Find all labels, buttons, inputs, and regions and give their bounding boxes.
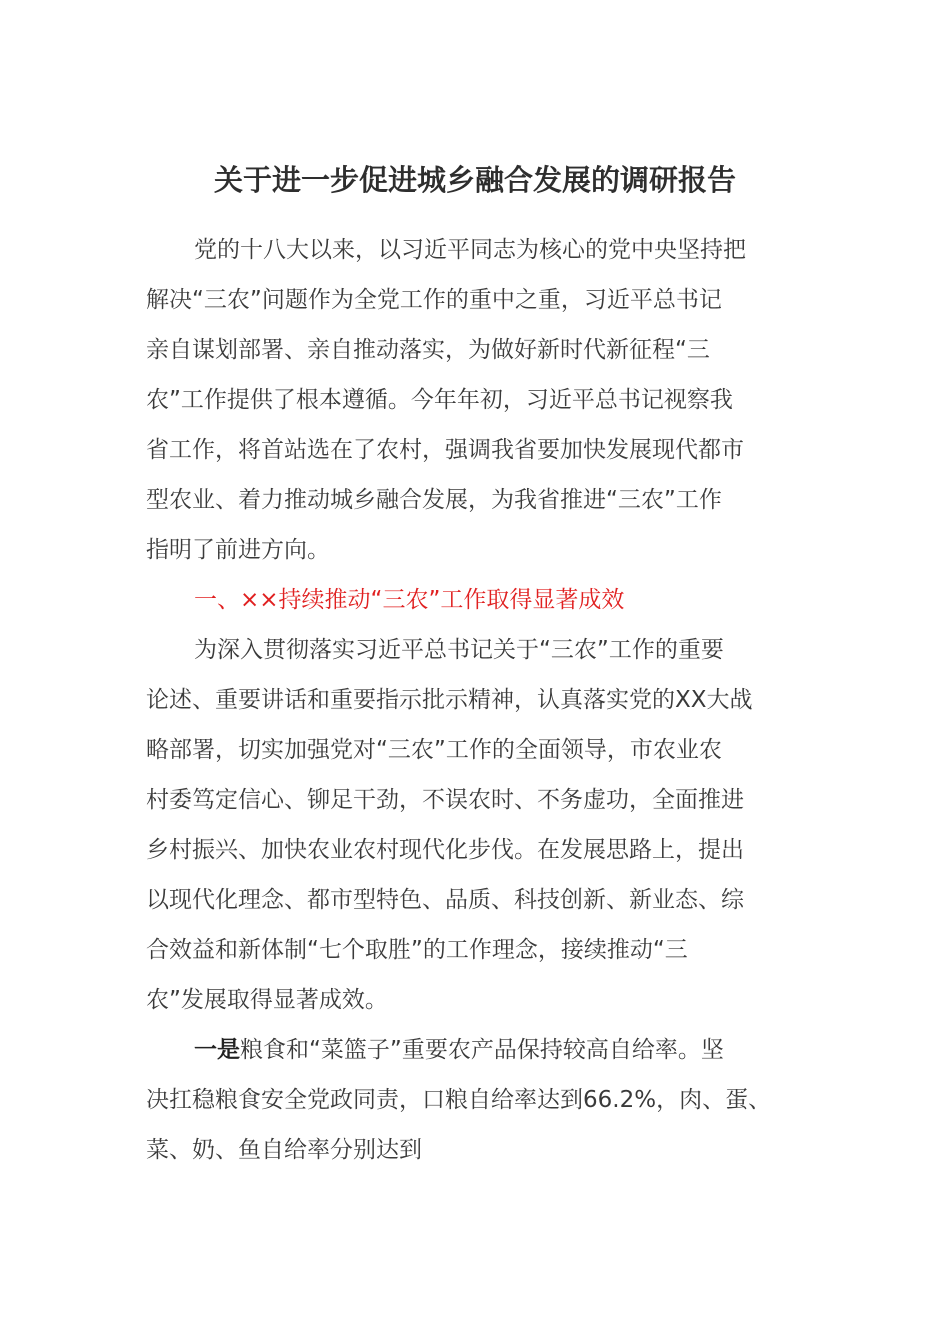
paragraph-1-line-6: 型农业、着力推动城乡融合发展，为我省推进“三农”工作	[146, 487, 722, 513]
paragraph-2-line-6: 以现代化理念、都市型特色、品质、科技创新、新业态、综	[146, 887, 744, 913]
paragraph-2-line-4: 村委笃定信心、铆足干劲，不误农时、不务虚功，全面推进	[146, 787, 744, 813]
paragraph-1-line-5: 省工作，将首站选在了农村，强调我省要加快发展现代都市	[146, 437, 744, 463]
paragraph-3-lead-rest: 粮食和“菜篮子”重要农产品保持较高自给率。坚	[240, 1037, 724, 1063]
paragraph-3-lead-bold: 一是	[194, 1037, 240, 1063]
paragraph-2-line-7: 合效益和新体制“七个取胜”的工作理念，接续推动“三	[146, 937, 688, 963]
document-title: 关于进一步促进城乡融合发展的调研报告	[213, 163, 736, 197]
paragraph-2-line-8: 农”发展取得显著成效。	[146, 987, 388, 1013]
paragraph-2-line-1: 为深入贯彻落实习近平总书记关于“三农”工作的重要	[194, 637, 724, 663]
paragraph-2-line-2: 论述、重要讲话和重要指示批示精神，认真落实党的XX大战	[146, 687, 753, 713]
paragraph-1-line-4: 农”工作提供了根本遵循。今年年初，习近平总书记视察我	[146, 387, 733, 413]
paragraph-2-line-3: 略部署，切实加强党对“三农”工作的全面领导，市农业农	[146, 737, 722, 763]
paragraph-1-line-2: 解决“三农”问题作为全党工作的重中之重，习近平总书记	[146, 287, 722, 313]
paragraph-1-line-3: 亲自谋划部署、亲自推动落实，为做好新时代新征程“三	[146, 337, 710, 363]
paragraph-1-line-1: 党的十八大以来，以习近平同志为核心的党中央坚持把	[194, 237, 746, 263]
section-1-heading: 一、××持续推动“三农”工作取得显著成效	[194, 587, 625, 613]
paragraph-1-line-7: 指明了前进方向。	[146, 537, 330, 563]
paragraph-2-line-5: 乡村振兴、加快农业农村现代化步伐。在发展思路上，提出	[146, 837, 744, 863]
paragraph-3-line-3: 菜、奶、鱼自给率分别达到	[146, 1137, 422, 1163]
paragraph-3-line-1	[194, 1025, 724, 1075]
paragraph-3-line-2: 决扛稳粮食安全党政同责，口粮自给率达到66.2%，肉、蛋、	[146, 1087, 772, 1113]
